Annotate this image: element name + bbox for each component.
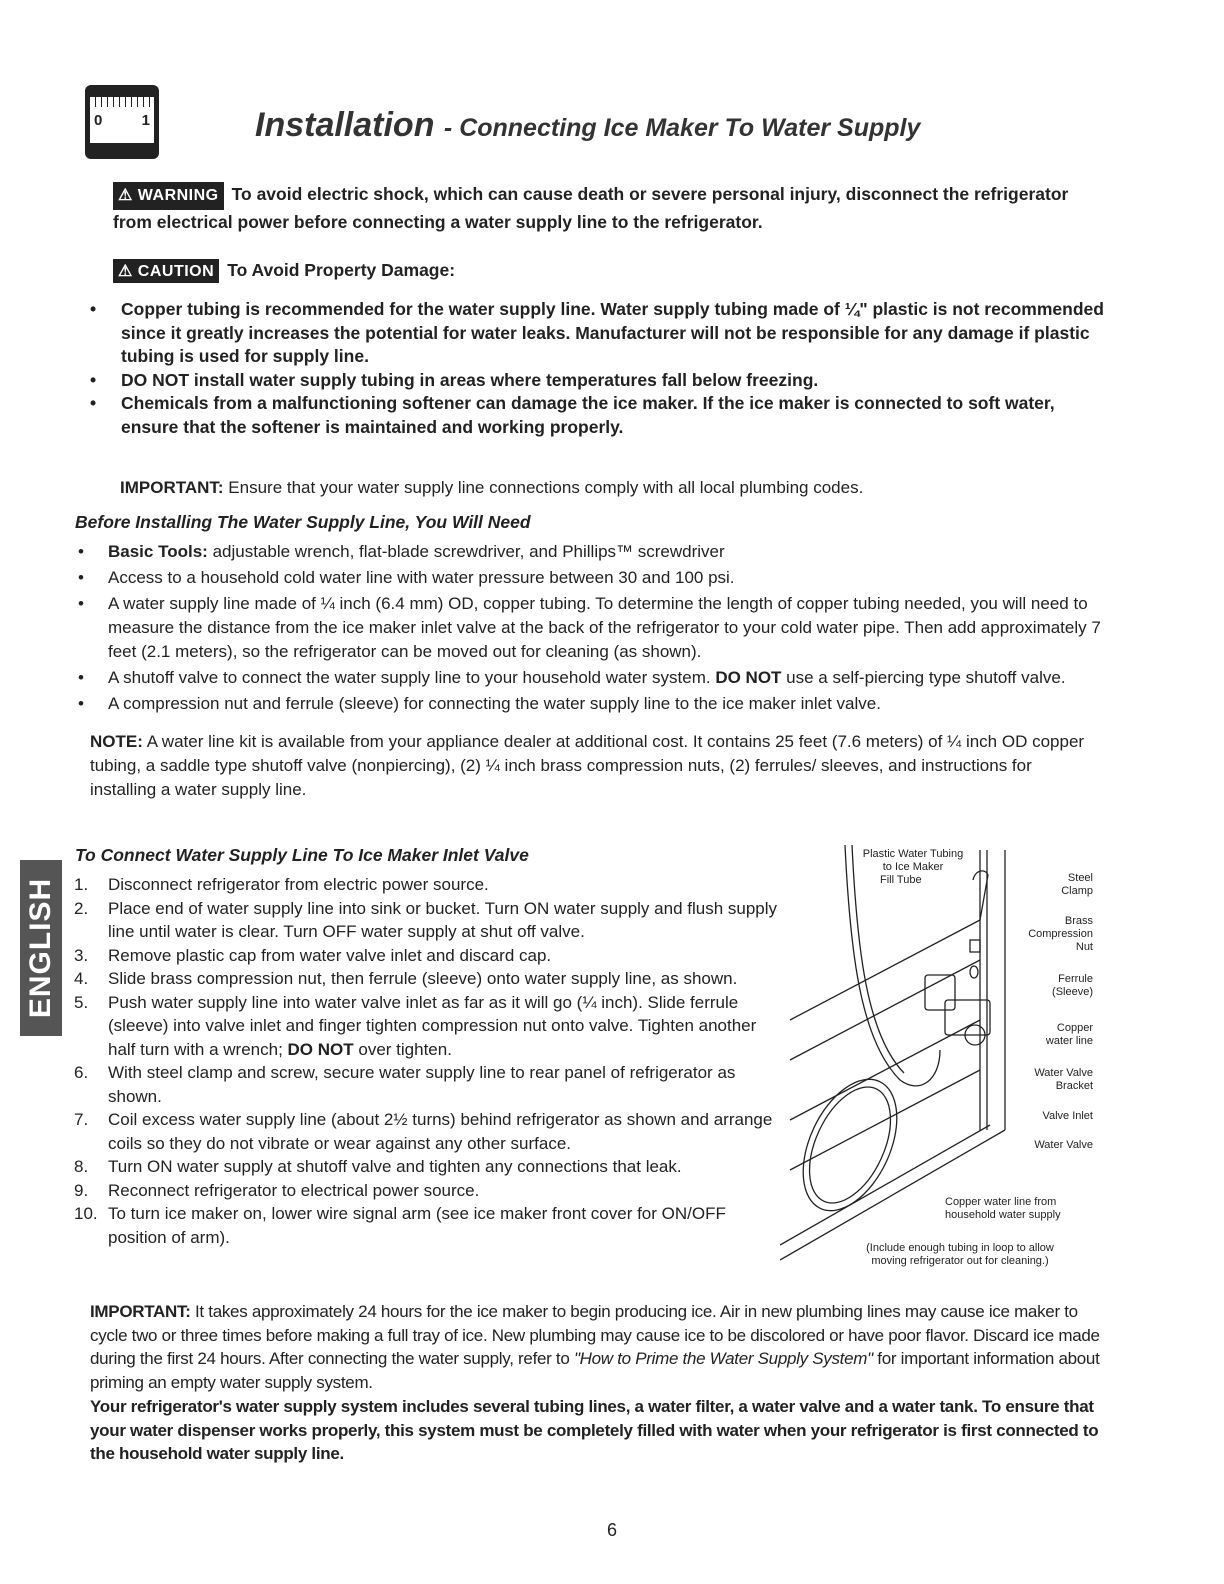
warning-notice <box>113 182 1103 234</box>
label-ferrule: Ferrule (Sleeve) <box>1052 973 1093 998</box>
important-first-use: IMPORTANT: It takes approximately 24 hours for the ice maker to begin producing ice. Air in new plumbing lines may cause ice maker to cycle two or three times before making a full tray of ice. New plumbing may cause ice to be discolored or have poor flavor. Discard ice made during the first 24 hours. After connecting the water supply, refer to "How to Prime the Water Supply System" for important information about priming an empty water supply system. <box>90 1302 1100 1392</box>
caution-title: To Avoid Property Damage: <box>227 260 456 280</box>
label-compression-nut: Brass Compression Nut <box>1028 915 1093 953</box>
ruler-icon <box>85 85 159 159</box>
step-item: 1. Disconnect refrigerator from electric power source. <box>74 875 489 894</box>
caution-heading <box>113 259 455 283</box>
step-item: 10. To turn ice maker on, lower wire signal arm (see ice maker front cover for ON/OFF position of arm). <box>74 1204 726 1247</box>
label-household-line: Copper water line from household water supply <box>945 1196 1061 1221</box>
ice-maker-connection-diagram <box>780 830 1110 1290</box>
step-item: 9. Reconnect refrigerator to electrical power source. <box>74 1180 480 1200</box>
requirement-item: • Access to a household cold water line with water pressure between 30 and 100 psi. <box>108 566 1108 590</box>
label-copper-line: Copper water line <box>1045 1022 1093 1047</box>
step-item: 2. Place end of water supply line into sink or bucket. Turn ON water supply and flush supply line until water is clear. Turn OFF water supply at shut off valve. <box>74 898 778 941</box>
caution-item: • Copper tubing is recommended for the water supply line. Water supply tubing made of ¼" plastic is not recommended since it greatly increases the potential for water leaks. Manufacturer will not be responsible for any damage if plastic tubing is used for supply line. <box>108 298 1108 369</box>
requirements-list <box>108 540 1108 718</box>
prime-water-system-reference: "How to Prime the Water Supply System" <box>573 1349 873 1368</box>
water-system-note: Your refrigerator's water supply system includes several tubing lines, a water filter, a water valve and a water tank. To ensure that your water dispenser works properly, this system must be completely filled with water when your refrigerator is first connected to the household water supply line. <box>90 1397 1099 1463</box>
page-number: 6 <box>606 1520 617 1540</box>
label-valve-bracket: Water Valve Bracket <box>1034 1067 1093 1092</box>
note-kit: NOTE: A water line kit is available from your appliance dealer at additional cost. It contains 25 feet (7.6 meters) of ¼ inch OD copper tubing, a saddle type shutoff valve (nonpiercing), (2) ¼ inch brass compression nuts, (2) ferrules/ sleeves, and instructions for installing a water supply line. <box>90 732 1085 799</box>
step-item: 8. Turn ON water supply at shutoff valve and tighten any connections that leak. <box>74 1157 682 1176</box>
caution-list <box>108 298 1108 439</box>
warning-text: To avoid electric shock, which can cause death or severe personal injury, disconnect the refrigerator from electrical power before connecting a water supply line to the refrigerator. <box>113 184 1069 232</box>
step-item: 5. Push water supply line into water valve inlet as far as it will go (¼ inch). Slide ferrule (sleeve) into valve inlet and finger tighten compression nut onto valve. Tighten another half turn with a wrench; DO NOT over tighten. <box>74 992 757 1059</box>
label-loop-note: (Include enough tubing in loop to allow moving refrigerator out for cleaning.) <box>866 1242 1054 1267</box>
ruler-label-0: 0 <box>94 112 103 129</box>
requirement-item: • A shutoff valve to connect the water supply line to your household water system. DO NOT use a self-piercing type shutoff valve. <box>108 666 1108 690</box>
section-heading-connect: To Connect Water Supply Line To Ice Maker Inlet Valve <box>75 845 529 865</box>
requirement-item: • Basic Tools: adjustable wrench, flat-blade screwdriver, and Phillips™ screwdriver <box>108 540 1108 564</box>
important-plumbing: IMPORTANT: Ensure that your water supply line connections comply with all local plumbing codes. <box>120 478 864 497</box>
step-item: 3. Remove plastic cap from water valve inlet and discard cap. <box>74 945 552 965</box>
label-water-valve: Water Valve <box>1034 1139 1093 1151</box>
caution-item: • Chemicals from a malfunctioning softener can damage the ice maker. If the ice maker is connected to soft water, ensure that the softener is maintained and working properly. <box>108 392 1108 439</box>
warning-badge: ⚠ WARNING <box>113 182 224 210</box>
label-valve-inlet: Valve Inlet <box>1042 1110 1093 1122</box>
requirement-item: • A compression nut and ferrule (sleeve) for connecting the water supply line to the ice maker inlet valve. <box>108 692 1108 716</box>
step-item: 6. With steel clamp and screw, secure water supply line to rear panel of refrigerator as shown. <box>74 1063 736 1106</box>
page-subtitle: - Connecting Ice Maker To Water Supply <box>443 114 921 142</box>
label-steel-clamp: Steel Clamp <box>1061 872 1093 897</box>
step-item: 4. Slide brass compression nut, then ferrule (sleeve) onto water supply line, as shown. <box>74 969 738 988</box>
section-heading-before: Before Installing The Water Supply Line, You Will Need <box>75 512 531 532</box>
requirement-item: • A water supply line made of ¼ inch (6.4 mm) OD, copper tubing. To determine the length of copper tubing needed, you will need to measure the distance from the ice maker inlet valve at the back of the refrigerator to your cold water pipe. Then add approximately 7 feet (2.1 meters), so the refrigerator can be moved out for cleaning (as shown). <box>108 592 1108 664</box>
ruler-label-1: 1 <box>141 112 150 129</box>
caution-badge: ⚠ CAUTION <box>113 259 219 283</box>
page-title: Installation - Connecting Ice Maker To Water Supply <box>255 106 921 144</box>
label-fill-tube: Fill Tube <box>880 874 922 886</box>
label-plastic-tubing: Plastic Water Tubing to Ice Maker <box>862 848 964 873</box>
caution-item: • DO NOT install water supply tubing in areas where temperatures fall below freezing. <box>108 369 1108 393</box>
step-item: 7. Coil excess water supply line (about 2½ turns) behind refrigerator as shown and arrange coils so they do not vibrate or wear against any other surface. <box>74 1110 773 1153</box>
connect-steps <box>74 873 778 1249</box>
language-tab-english: ENGLISH <box>20 860 62 1036</box>
